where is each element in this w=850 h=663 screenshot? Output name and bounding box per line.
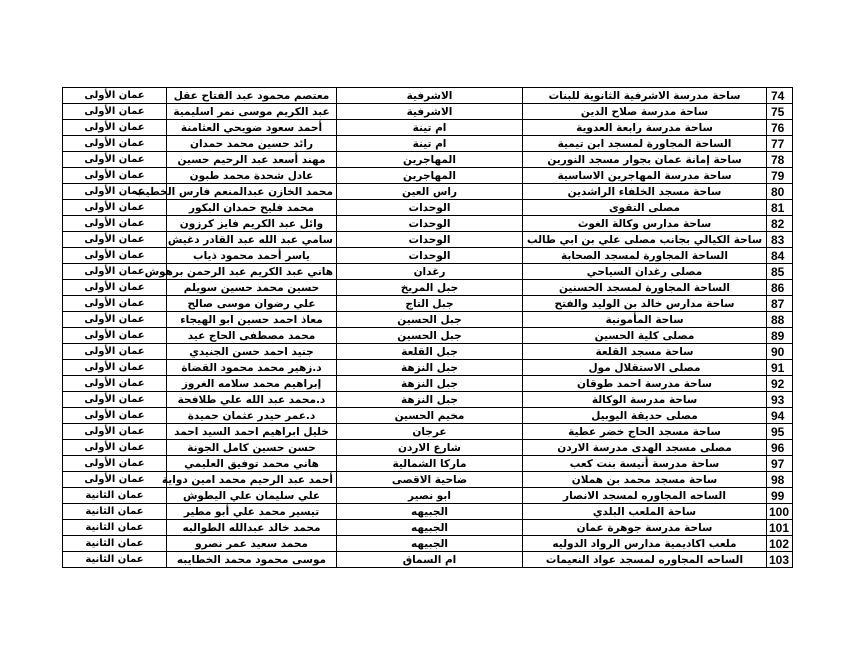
- supervisor-name: جنيد احمد حسن الجنيدي: [167, 344, 337, 360]
- area-name: الوحدات: [337, 232, 523, 248]
- region-name: عمان الأولى: [63, 360, 167, 376]
- row-number: 100: [767, 504, 793, 520]
- region-name: عمان الأولى: [63, 312, 167, 328]
- site-name: ساحة مدرسة الاشرفية الثانوية للبنات: [523, 88, 767, 104]
- table-row: [63, 136, 793, 152]
- row-number: 103: [767, 552, 793, 568]
- area-name: جبل النزهة: [337, 392, 523, 408]
- row-number: 92: [767, 376, 793, 392]
- table-row: [63, 216, 793, 232]
- row-number: 84: [767, 248, 793, 264]
- site-name: الساحه المجاوره لمسجد عواد النعيمات: [523, 552, 767, 568]
- supervisor-name: حسن حسين كامل الجونة: [167, 440, 337, 456]
- region-name: عمان الأولى: [63, 328, 167, 344]
- site-name: الساحه المجاوره لمسجد الانصار: [523, 488, 767, 504]
- supervisor-name: خليل ابراهيم احمد السيد احمد: [167, 424, 337, 440]
- region-name: عمان الأولى: [63, 248, 167, 264]
- table-body: [63, 88, 793, 568]
- site-name: ساحة مدرسة احمد طوقان: [523, 376, 767, 392]
- supervisor-name: معاذ احمد حسين ابو الهيجاء: [167, 312, 337, 328]
- site-name: الساحة المجاورة لمسجد الحسنين: [523, 280, 767, 296]
- table-row: [63, 408, 793, 424]
- site-name: مصلى التقوى: [523, 200, 767, 216]
- area-name: ابو نصير: [337, 488, 523, 504]
- supervisor-name: حسين محمد حسين سويلم: [167, 280, 337, 296]
- table-row: [63, 456, 793, 472]
- supervisor-name: محمد سعيد عمر نصرو: [167, 536, 337, 552]
- table-row: [63, 88, 793, 104]
- area-name: ام السماق: [337, 552, 523, 568]
- area-name: المهاجرين: [337, 168, 523, 184]
- table-row: [63, 536, 793, 552]
- region-name: عمان الثانية: [63, 536, 167, 552]
- region-name: عمان الثانية: [63, 488, 167, 504]
- region-name: عمان الأولى: [63, 216, 167, 232]
- supervisor-name: محمد مصطفى الحاج عيد: [167, 328, 337, 344]
- area-name: الجبيهه: [337, 536, 523, 552]
- supervisor-name: ياسر أحمد محمود ذياب: [167, 248, 337, 264]
- supervisor-name: إبراهيم محمد سلامه الغروز: [167, 376, 337, 392]
- site-name: مصلى مسجد الهدى مدرسة الاردن: [523, 440, 767, 456]
- region-name: عمان الأولى: [63, 280, 167, 296]
- area-name: الاشرفية: [337, 88, 523, 104]
- site-name: ساحة مدارس خالد بن الوليد والفتح: [523, 296, 767, 312]
- row-number: 76: [767, 120, 793, 136]
- supervisor-name: هاني عبد الكريم عبد الرحمن برهوش: [167, 264, 337, 280]
- region-name: عمان الأولى: [63, 456, 167, 472]
- region-name: عمان الأولى: [63, 392, 167, 408]
- site-name: مصلى رغدان السياحي: [523, 264, 767, 280]
- area-name: ضاحية الاقصى: [337, 472, 523, 488]
- table-row: [63, 552, 793, 568]
- region-name: عمان الثانية: [63, 520, 167, 536]
- site-name: ساحة مدرسة الوكالة: [523, 392, 767, 408]
- table-row: [63, 296, 793, 312]
- table-row: [63, 344, 793, 360]
- area-name: الجبيهه: [337, 520, 523, 536]
- row-number: 81: [767, 200, 793, 216]
- table-row: [63, 120, 793, 136]
- table-row: [63, 376, 793, 392]
- row-number: 82: [767, 216, 793, 232]
- area-name: جبل النزهة: [337, 360, 523, 376]
- supervisor-name: عبد الكريم موسى نمر اسليمية: [167, 104, 337, 120]
- table-row: [63, 280, 793, 296]
- row-number: 89: [767, 328, 793, 344]
- row-number: 98: [767, 472, 793, 488]
- supervisor-name: د.عمر حيدر عثمان حميدة: [167, 408, 337, 424]
- row-number: 94: [767, 408, 793, 424]
- row-number: 91: [767, 360, 793, 376]
- row-number: 90: [767, 344, 793, 360]
- region-name: عمان الأولى: [63, 472, 167, 488]
- site-name: ساحة مسجد الحاج خضر عطية: [523, 424, 767, 440]
- region-name: عمان الأولى: [63, 440, 167, 456]
- table-row: [63, 360, 793, 376]
- row-number: 74: [767, 88, 793, 104]
- site-name: ساحة مسجد الخلفاء الراشدين: [523, 184, 767, 200]
- row-number: 93: [767, 392, 793, 408]
- supervisor-name: معتصم محمود عبد الفتاح عقل: [167, 88, 337, 104]
- site-name: ساحة الكيالي بجانب مصلى علي بن ابي طالب: [523, 232, 767, 248]
- site-name: الساحة المجاورة لمسجد ابن تيمية: [523, 136, 767, 152]
- table-row: [63, 184, 793, 200]
- table-row: [63, 520, 793, 536]
- supervisor-name: سامي عبد الله عبد القادر دغيش: [167, 232, 337, 248]
- row-number: 99: [767, 488, 793, 504]
- region-name: عمان الأولى: [63, 408, 167, 424]
- region-name: عمان الأولى: [63, 424, 167, 440]
- area-name: ام تينة: [337, 136, 523, 152]
- area-name: راس العين: [337, 184, 523, 200]
- region-name: عمان الثانية: [63, 504, 167, 520]
- region-name: عمان الأولى: [63, 168, 167, 184]
- site-name: ساحة مدارس وكالة الغوث: [523, 216, 767, 232]
- table-row: [63, 152, 793, 168]
- area-name: جبل الحسين: [337, 312, 523, 328]
- table-row: [63, 440, 793, 456]
- region-name: عمان الأولى: [63, 200, 167, 216]
- supervisor-name: محمد الخازن عبدالمنعم فارس الخطيب: [167, 184, 337, 200]
- site-name: ساحة مدرسة المهاجرين الاساسية: [523, 168, 767, 184]
- supervisor-name: أحمد عبد الرحيم محمد امين دواية: [167, 472, 337, 488]
- row-number: 101: [767, 520, 793, 536]
- region-name: عمان الأولى: [63, 184, 167, 200]
- site-name: الساحة المجاورة لمسجد الصحابة: [523, 248, 767, 264]
- site-name: ساحة مدرسة أنيسة بنت كعب: [523, 456, 767, 472]
- row-number: 88: [767, 312, 793, 328]
- supervisor-name: مهند أسعد عبد الرحيم حسين: [167, 152, 337, 168]
- site-name: مصلى حديقة اليوبيل: [523, 408, 767, 424]
- supervisor-name: موسى محمود محمد الخطايبه: [167, 552, 337, 568]
- supervisor-name: د.محمد عبد الله علي طلافحة: [167, 392, 337, 408]
- area-name: جبل الحسين: [337, 328, 523, 344]
- table-row: [63, 104, 793, 120]
- table-row: [63, 200, 793, 216]
- region-name: عمان الأولى: [63, 232, 167, 248]
- site-name: ساحة مدرسة رابعة العدوية: [523, 120, 767, 136]
- area-name: جبل المريخ: [337, 280, 523, 296]
- table-row: [63, 168, 793, 184]
- region-name: عمان الأولى: [63, 136, 167, 152]
- area-name: الوحدات: [337, 248, 523, 264]
- table-row: [63, 264, 793, 280]
- table-row: [63, 312, 793, 328]
- area-name: المهاجرين: [337, 152, 523, 168]
- row-number: 102: [767, 536, 793, 552]
- area-name: رغدان: [337, 264, 523, 280]
- supervisor-name: تيسير محمد علي أبو مطير: [167, 504, 337, 520]
- area-name: ام تينة: [337, 120, 523, 136]
- region-name: عمان الثانية: [63, 552, 167, 568]
- region-name: عمان الأولى: [63, 152, 167, 168]
- supervisor-name: هاني محمد توفيق العليمي: [167, 456, 337, 472]
- region-name: عمان الأولى: [63, 104, 167, 120]
- row-number: 96: [767, 440, 793, 456]
- area-name: الجبيهه: [337, 504, 523, 520]
- site-name: ساحة الملعب البلدي: [523, 504, 767, 520]
- area-name: جبل النزهة: [337, 376, 523, 392]
- row-number: 97: [767, 456, 793, 472]
- row-number: 95: [767, 424, 793, 440]
- row-number: 77: [767, 136, 793, 152]
- supervisor-name: وائل عبد الكريم فايز كرزون: [167, 216, 337, 232]
- row-number: 78: [767, 152, 793, 168]
- site-name: ساحة مدرسة صلاح الدين: [523, 104, 767, 120]
- row-number: 83: [767, 232, 793, 248]
- supervisor-name: علي رضوان موسى صالح: [167, 296, 337, 312]
- row-number: 85: [767, 264, 793, 280]
- table-row: [63, 328, 793, 344]
- region-name: عمان الأولى: [63, 88, 167, 104]
- table-row: [63, 424, 793, 440]
- site-name: ساحة مسجد القلعة: [523, 344, 767, 360]
- table-row: [63, 488, 793, 504]
- area-name: جبل القلعة: [337, 344, 523, 360]
- row-number: 79: [767, 168, 793, 184]
- supervisor-name: رائد حسين محمد حمدان: [167, 136, 337, 152]
- supervisor-name: عادل شحدة محمد طبون: [167, 168, 337, 184]
- table-row: [63, 248, 793, 264]
- region-name: عمان الأولى: [63, 296, 167, 312]
- site-name: ساحة إمانة عمان بجوار مسجد النورين: [523, 152, 767, 168]
- table-row: [63, 472, 793, 488]
- row-number: 80: [767, 184, 793, 200]
- site-name: ملعب اكاديمية مدارس الرواد الدوليه: [523, 536, 767, 552]
- table-row: [63, 392, 793, 408]
- row-number: 87: [767, 296, 793, 312]
- supervisor-name: علي سليمان علي اليطوش: [167, 488, 337, 504]
- area-name: عرجان: [337, 424, 523, 440]
- site-name: ساحة المأمونية: [523, 312, 767, 328]
- supervisor-name: محمد خالد عبدالله الطوالبه: [167, 520, 337, 536]
- site-name: مصلى كلية الحسين: [523, 328, 767, 344]
- area-name: مخيم الحسين: [337, 408, 523, 424]
- supervisor-name: محمد فليح حمدان البكور: [167, 200, 337, 216]
- region-name: عمان الأولى: [63, 264, 167, 280]
- site-name: ساحة مسجد محمد بن هملان: [523, 472, 767, 488]
- region-name: عمان الأولى: [63, 344, 167, 360]
- supervisor-name: أحمد سعود ضويحي العثامنة: [167, 120, 337, 136]
- region-name: عمان الأولى: [63, 376, 167, 392]
- area-name: شارع الاردن: [337, 440, 523, 456]
- area-name: الاشرفية: [337, 104, 523, 120]
- site-name: مصلى الاستقلال مول: [523, 360, 767, 376]
- supervisor-name: د.زهير محمد محمود القضاة: [167, 360, 337, 376]
- row-number: 86: [767, 280, 793, 296]
- area-name: جبل التاج: [337, 296, 523, 312]
- region-name: عمان الأولى: [63, 120, 167, 136]
- prayer-sites-table: [62, 87, 793, 568]
- area-name: ماركا الشمالية: [337, 456, 523, 472]
- area-name: الوحدات: [337, 200, 523, 216]
- row-number: 75: [767, 104, 793, 120]
- table-row: [63, 232, 793, 248]
- site-name: ساحة مدرسة جوهرة عمان: [523, 520, 767, 536]
- table-row: [63, 504, 793, 520]
- area-name: الوحدات: [337, 216, 523, 232]
